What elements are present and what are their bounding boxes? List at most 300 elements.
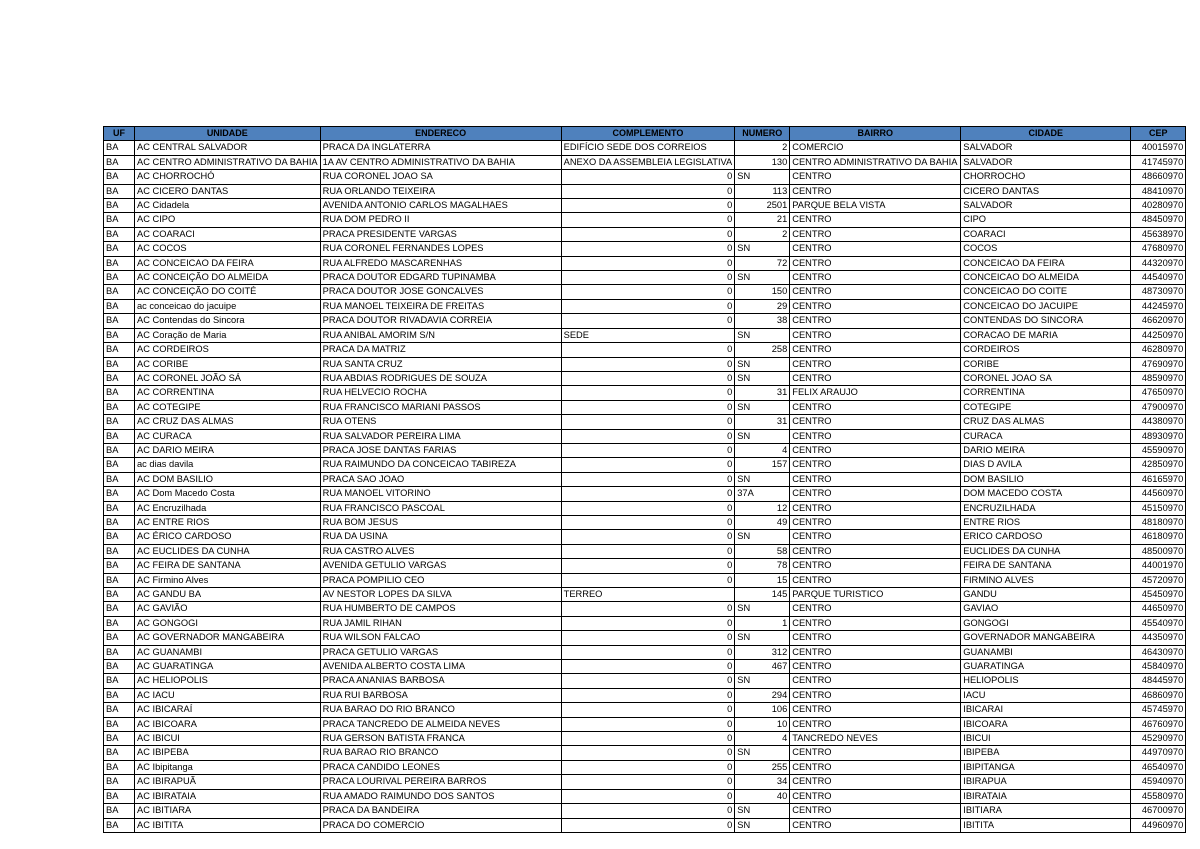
cell-unidade: AC GANDU BA xyxy=(135,588,321,602)
cell-complemento: 0 xyxy=(561,227,735,241)
cell-unidade: AC IBICUI xyxy=(135,732,321,746)
cell-endereco: PRACA SAO JOAO xyxy=(320,472,561,486)
cell-complemento: 0 xyxy=(561,717,735,731)
cell-endereco: AV NESTOR LOPES DA SILVA xyxy=(320,588,561,602)
cell-endereco: PRACA DO COMERCIO xyxy=(320,818,561,832)
cell-cep: 44250970 xyxy=(1131,328,1186,342)
table-row xyxy=(104,256,1186,270)
cell-bairro: CENTRO xyxy=(790,415,961,429)
cell-numero: SN xyxy=(735,530,790,544)
cell-uf: BA xyxy=(104,184,135,198)
cell-bairro: CENTRO ADMINISTRATIVO DA BAHIA xyxy=(790,155,961,169)
cell-cidade: CRUZ DAS ALMAS xyxy=(961,415,1131,429)
cell-bairro: CENTRO xyxy=(790,559,961,573)
table-row xyxy=(104,415,1186,429)
cell-numero: 40 xyxy=(735,789,790,803)
cell-bairro: CENTRO xyxy=(790,515,961,529)
cell-endereco: PRACA CANDIDO LEONES xyxy=(320,760,561,774)
cell-numero: 2 xyxy=(735,141,790,155)
table-row xyxy=(104,141,1186,155)
cell-complemento: 0 xyxy=(561,256,735,270)
table-row xyxy=(104,746,1186,760)
cell-cep: 45540970 xyxy=(1131,616,1186,630)
cell-uf: BA xyxy=(104,271,135,285)
cell-uf: BA xyxy=(104,443,135,457)
table-row xyxy=(104,357,1186,371)
cell-unidade: AC Cidadela xyxy=(135,199,321,213)
table-row xyxy=(104,242,1186,256)
cell-cidade: CONCEICAO DA FEIRA xyxy=(961,256,1131,270)
cell-endereco: 1A AV CENTRO ADMINISTRATIVO DA BAHIA xyxy=(320,155,561,169)
cell-cep: 45638970 xyxy=(1131,227,1186,241)
table-row xyxy=(104,660,1186,674)
cell-uf: BA xyxy=(104,602,135,616)
cell-unidade: AC COCOS xyxy=(135,242,321,256)
cell-unidade: AC CONCEICAO DA FEIRA xyxy=(135,256,321,270)
cell-cep: 48930970 xyxy=(1131,429,1186,443)
cell-endereco: RUA BARAO RIO BRANCO xyxy=(320,746,561,760)
cell-uf: BA xyxy=(104,371,135,385)
cell-numero: 15 xyxy=(735,573,790,587)
cell-uf: BA xyxy=(104,155,135,169)
cell-uf: BA xyxy=(104,645,135,659)
cell-uf: BA xyxy=(104,559,135,573)
cell-endereco: RUA DOM PEDRO II xyxy=(320,213,561,227)
cell-endereco: RUA OTENS xyxy=(320,415,561,429)
cell-endereco: PRACA TANCREDO DE ALMEIDA NEVES xyxy=(320,717,561,731)
cell-unidade: AC CICERO DANTAS xyxy=(135,184,321,198)
cell-uf: BA xyxy=(104,515,135,529)
cell-complemento: 0 xyxy=(561,371,735,385)
cell-cep: 44380970 xyxy=(1131,415,1186,429)
cell-uf: BA xyxy=(104,400,135,414)
table-row xyxy=(104,314,1186,328)
cell-complemento: 0 xyxy=(561,357,735,371)
cell-bairro: CENTRO xyxy=(790,314,961,328)
cell-complemento: 0 xyxy=(561,559,735,573)
cell-complemento: 0 xyxy=(561,271,735,285)
cell-cep: 44650970 xyxy=(1131,602,1186,616)
cell-endereco: PRACA DOUTOR RIVADAVIA CORREIA xyxy=(320,314,561,328)
cell-numero: 1 xyxy=(735,616,790,630)
cell-unidade: AC COARACI xyxy=(135,227,321,241)
table-row xyxy=(104,429,1186,443)
cell-numero: SN xyxy=(735,271,790,285)
cell-cep: 45720970 xyxy=(1131,573,1186,587)
cell-cep: 45840970 xyxy=(1131,660,1186,674)
cell-cep: 44970970 xyxy=(1131,746,1186,760)
cell-numero: SN xyxy=(735,746,790,760)
cell-complemento: 0 xyxy=(561,703,735,717)
cell-endereco: PRACA DOUTOR EDGARD TUPINAMBA xyxy=(320,271,561,285)
cell-cidade: COARACI xyxy=(961,227,1131,241)
cell-numero: 21 xyxy=(735,213,790,227)
cell-endereco: RUA ORLANDO TEIXEIRA xyxy=(320,184,561,198)
cell-bairro: CENTRO xyxy=(790,746,961,760)
spreadsheet-table xyxy=(103,126,1186,833)
cell-numero: 38 xyxy=(735,314,790,328)
header-cep: CEP xyxy=(1131,127,1186,141)
header-row xyxy=(104,127,1186,141)
cell-numero: SN xyxy=(735,170,790,184)
table-row xyxy=(104,170,1186,184)
cell-cidade: CORACAO DE MARIA xyxy=(961,328,1131,342)
table-row xyxy=(104,775,1186,789)
cell-cep: 44560970 xyxy=(1131,487,1186,501)
cell-complemento: 0 xyxy=(561,530,735,544)
cell-unidade: AC CORIBE xyxy=(135,357,321,371)
cell-uf: BA xyxy=(104,343,135,357)
cell-bairro: CENTRO xyxy=(790,487,961,501)
cell-cidade: IBIRATAIA xyxy=(961,789,1131,803)
cell-endereco: AVENIDA ALBERTO COSTA LIMA xyxy=(320,660,561,674)
header-uf: UF xyxy=(104,127,135,141)
table-row xyxy=(104,616,1186,630)
cell-uf: BA xyxy=(104,746,135,760)
cell-bairro: CENTRO xyxy=(790,804,961,818)
cell-bairro: TANCREDO NEVES xyxy=(790,732,961,746)
table-row xyxy=(104,674,1186,688)
cell-numero: SN xyxy=(735,631,790,645)
cell-unidade: AC Ibipitanga xyxy=(135,760,321,774)
cell-cidade: CHORROCHO xyxy=(961,170,1131,184)
cell-cidade: IBIRAPUA xyxy=(961,775,1131,789)
cell-complemento: 0 xyxy=(561,746,735,760)
cell-cidade: IBIPITANGA xyxy=(961,760,1131,774)
cell-numero: 72 xyxy=(735,256,790,270)
cell-numero: 467 xyxy=(735,660,790,674)
header-numero: NUMERO xyxy=(735,127,790,141)
table-row xyxy=(104,271,1186,285)
cell-complemento: TERREO xyxy=(561,588,735,602)
cell-numero: 58 xyxy=(735,544,790,558)
cell-cidade: FIRMINO ALVES xyxy=(961,573,1131,587)
cell-uf: BA xyxy=(104,588,135,602)
cell-bairro: CENTRO xyxy=(790,717,961,731)
cell-cep: 45590970 xyxy=(1131,443,1186,457)
cell-endereco: RUA HELVECIO ROCHA xyxy=(320,386,561,400)
cell-uf: BA xyxy=(104,199,135,213)
cell-unidade: AC Coração de Maria xyxy=(135,328,321,342)
table-row xyxy=(104,213,1186,227)
cell-cidade: IBICARAI xyxy=(961,703,1131,717)
cell-unidade: AC CIPO xyxy=(135,213,321,227)
table-row xyxy=(104,443,1186,457)
cell-cep: 48180970 xyxy=(1131,515,1186,529)
cell-endereco: RUA RAIMUNDO DA CONCEICAO TABIREZA xyxy=(320,458,561,472)
cell-uf: BA xyxy=(104,688,135,702)
cell-bairro: CENTRO xyxy=(790,703,961,717)
cell-uf: BA xyxy=(104,429,135,443)
table-row xyxy=(104,285,1186,299)
cell-cidade: CORDEIROS xyxy=(961,343,1131,357)
cell-uf: BA xyxy=(104,760,135,774)
cell-numero: 255 xyxy=(735,760,790,774)
header-bairro: BAIRRO xyxy=(790,127,961,141)
cell-unidade: AC CONCEIÇÃO DO COITÉ xyxy=(135,285,321,299)
cell-cidade: IBITIARA xyxy=(961,804,1131,818)
cell-complemento: 0 xyxy=(561,818,735,832)
cell-endereco: PRACA DA BANDEIRA xyxy=(320,804,561,818)
cell-numero: 12 xyxy=(735,501,790,515)
cell-cep: 44960970 xyxy=(1131,818,1186,832)
cell-cidade: FEIRA DE SANTANA xyxy=(961,559,1131,573)
cell-cidade: CURACA xyxy=(961,429,1131,443)
cell-endereco: RUA DA USINA xyxy=(320,530,561,544)
table-row xyxy=(104,602,1186,616)
cell-numero: SN xyxy=(735,602,790,616)
table-row xyxy=(104,400,1186,414)
cell-endereco: RUA CORONEL FERNANDES LOPES xyxy=(320,242,561,256)
cell-complemento: 0 xyxy=(561,443,735,457)
cell-uf: BA xyxy=(104,357,135,371)
cell-bairro: CENTRO xyxy=(790,271,961,285)
cell-unidade: AC IACU xyxy=(135,688,321,702)
cell-bairro: CENTRO xyxy=(790,443,961,457)
cell-uf: BA xyxy=(104,141,135,155)
cell-cidade: GUARATINGA xyxy=(961,660,1131,674)
cell-bairro: CENTRO xyxy=(790,660,961,674)
cell-numero: 31 xyxy=(735,415,790,429)
cell-endereco: RUA ANIBAL AMORIM S/N xyxy=(320,328,561,342)
cell-endereco: AVENIDA GETULIO VARGAS xyxy=(320,559,561,573)
cell-numero: 4 xyxy=(735,732,790,746)
cell-uf: BA xyxy=(104,631,135,645)
cell-numero: 49 xyxy=(735,515,790,529)
cell-endereco: PRACA LOURIVAL PEREIRA BARROS xyxy=(320,775,561,789)
cell-complemento: 0 xyxy=(561,732,735,746)
cell-complemento: 0 xyxy=(561,415,735,429)
cell-unidade: ac dias davila xyxy=(135,458,321,472)
cell-numero: 258 xyxy=(735,343,790,357)
cell-complemento: SEDE xyxy=(561,328,735,342)
table-row xyxy=(104,343,1186,357)
cell-cidade: GOVERNADOR MANGABEIRA xyxy=(961,631,1131,645)
cell-unidade: AC GONGOGI xyxy=(135,616,321,630)
cell-unidade: AC GUANAMBI xyxy=(135,645,321,659)
cell-cep: 46700970 xyxy=(1131,804,1186,818)
cell-cidade: HELIOPOLIS xyxy=(961,674,1131,688)
cell-complemento: 0 xyxy=(561,429,735,443)
cell-uf: BA xyxy=(104,674,135,688)
cell-unidade: AC IBIRAPUÃ xyxy=(135,775,321,789)
table-row xyxy=(104,458,1186,472)
cell-bairro: PARQUE BELA VISTA xyxy=(790,199,961,213)
cell-unidade: AC Encruzilhada xyxy=(135,501,321,515)
cell-bairro: CENTRO xyxy=(790,501,961,515)
cell-bairro: CENTRO xyxy=(790,818,961,832)
table-row xyxy=(104,371,1186,385)
cell-cep: 46620970 xyxy=(1131,314,1186,328)
table-row xyxy=(104,472,1186,486)
cell-complemento: 0 xyxy=(561,602,735,616)
cell-complemento: 0 xyxy=(561,789,735,803)
table-row xyxy=(104,631,1186,645)
cell-endereco: RUA CASTRO ALVES xyxy=(320,544,561,558)
cell-unidade: AC Dom Macedo Costa xyxy=(135,487,321,501)
cell-complemento: 0 xyxy=(561,616,735,630)
cell-unidade: AC CORONEL JOÃO SÁ xyxy=(135,371,321,385)
cell-bairro: CENTRO xyxy=(790,170,961,184)
cell-uf: BA xyxy=(104,544,135,558)
cell-unidade: AC CENTRAL SALVADOR xyxy=(135,141,321,155)
cell-bairro: CENTRO xyxy=(790,645,961,659)
cell-cidade: IBICUI xyxy=(961,732,1131,746)
cell-endereco: PRACA JOSE DANTAS FARIAS xyxy=(320,443,561,457)
cell-uf: BA xyxy=(104,789,135,803)
cell-complemento: 0 xyxy=(561,314,735,328)
cell-bairro: CENTRO xyxy=(790,674,961,688)
table-row xyxy=(104,299,1186,313)
cell-cep: 47680970 xyxy=(1131,242,1186,256)
cell-cidade: ERICO CARDOSO xyxy=(961,530,1131,544)
cell-complemento: 0 xyxy=(561,458,735,472)
cell-cep: 46540970 xyxy=(1131,760,1186,774)
table-row xyxy=(104,328,1186,342)
cell-cidade: GANDU xyxy=(961,588,1131,602)
cell-endereco: RUA ABDIAS RODRIGUES DE SOUZA xyxy=(320,371,561,385)
cell-complemento: 0 xyxy=(561,472,735,486)
table-row xyxy=(104,501,1186,515)
cell-cidade: IBIPEBA xyxy=(961,746,1131,760)
cell-bairro: CENTRO xyxy=(790,616,961,630)
cell-unidade: AC GUARATINGA xyxy=(135,660,321,674)
cell-complemento: 0 xyxy=(561,631,735,645)
cell-bairro: CENTRO xyxy=(790,602,961,616)
cell-cep: 44245970 xyxy=(1131,299,1186,313)
cell-complemento: 0 xyxy=(561,242,735,256)
cell-bairro: CENTRO xyxy=(790,789,961,803)
cell-complemento: ANEXO DA ASSEMBLEIA LEGISLATIVA xyxy=(561,155,735,169)
table-row xyxy=(104,703,1186,717)
header-unidade: UNIDADE xyxy=(135,127,321,141)
cell-unidade: AC GAVIÃO xyxy=(135,602,321,616)
cell-endereco: PRACA DA MATRIZ xyxy=(320,343,561,357)
cell-uf: BA xyxy=(104,328,135,342)
cell-uf: BA xyxy=(104,775,135,789)
cell-bairro: CENTRO xyxy=(790,775,961,789)
cell-cidade: CONCEICAO DO ALMEIDA xyxy=(961,271,1131,285)
cell-endereco: RUA BOM JESUS xyxy=(320,515,561,529)
table-row xyxy=(104,515,1186,529)
cell-numero: SN xyxy=(735,818,790,832)
cell-complemento: 0 xyxy=(561,400,735,414)
cell-uf: BA xyxy=(104,285,135,299)
cell-unidade: AC IBIRATAIA xyxy=(135,789,321,803)
cell-unidade: AC ENTRE RIOS xyxy=(135,515,321,529)
cell-cidade: CONCEICAO DO COITE xyxy=(961,285,1131,299)
header-complemento: COMPLEMENTO xyxy=(561,127,735,141)
cell-bairro: FELIX ARAUJO xyxy=(790,386,961,400)
table-row xyxy=(104,573,1186,587)
cell-cidade: CONTENDAS DO SINCORA xyxy=(961,314,1131,328)
table-row xyxy=(104,760,1186,774)
cell-uf: BA xyxy=(104,616,135,630)
cell-cep: 40015970 xyxy=(1131,141,1186,155)
cell-unidade: AC IBICARAÍ xyxy=(135,703,321,717)
cell-numero: SN xyxy=(735,400,790,414)
cell-unidade: AC GOVERNADOR MANGABEIRA xyxy=(135,631,321,645)
cell-bairro: CENTRO xyxy=(790,530,961,544)
cell-complemento: 0 xyxy=(561,544,735,558)
cell-unidade: AC EUCLIDES DA CUNHA xyxy=(135,544,321,558)
cell-uf: BA xyxy=(104,415,135,429)
cell-cep: 48590970 xyxy=(1131,371,1186,385)
cell-numero: 157 xyxy=(735,458,790,472)
cell-endereco: RUA BARAO DO RIO BRANCO xyxy=(320,703,561,717)
cell-cep: 47650970 xyxy=(1131,386,1186,400)
cell-numero: 150 xyxy=(735,285,790,299)
cell-bairro: CENTRO xyxy=(790,544,961,558)
cell-endereco: RUA ALFREDO MASCARENHAS xyxy=(320,256,561,270)
table-row xyxy=(104,227,1186,241)
cell-bairro: CENTRO xyxy=(790,458,961,472)
table-row xyxy=(104,530,1186,544)
cell-cep: 46860970 xyxy=(1131,688,1186,702)
cell-bairro: CENTRO xyxy=(790,357,961,371)
cell-complemento: 0 xyxy=(561,645,735,659)
cell-cep: 48730970 xyxy=(1131,285,1186,299)
cell-unidade: AC CORDEIROS xyxy=(135,343,321,357)
cell-bairro: CENTRO xyxy=(790,688,961,702)
cell-cep: 45940970 xyxy=(1131,775,1186,789)
cell-numero: SN xyxy=(735,674,790,688)
cell-cep: 46180970 xyxy=(1131,530,1186,544)
cell-cep: 46760970 xyxy=(1131,717,1186,731)
cell-numero: 37A xyxy=(735,487,790,501)
cell-unidade: ac conceicao do jacuipe xyxy=(135,299,321,313)
table-row xyxy=(104,645,1186,659)
cell-bairro: CENTRO xyxy=(790,213,961,227)
cell-cep: 44320970 xyxy=(1131,256,1186,270)
cell-endereco: RUA SANTA CRUZ xyxy=(320,357,561,371)
cell-cidade: COCOS xyxy=(961,242,1131,256)
cell-endereco: RUA FRANCISCO PASCOAL xyxy=(320,501,561,515)
cell-uf: BA xyxy=(104,170,135,184)
cell-unidade: AC DOM BASILIO xyxy=(135,472,321,486)
cell-cidade: ENTRE RIOS xyxy=(961,515,1131,529)
cell-uf: BA xyxy=(104,458,135,472)
cell-cidade: GUANAMBI xyxy=(961,645,1131,659)
cell-complemento: EDIFÍCIO SEDE DOS CORREIOS xyxy=(561,141,735,155)
table-row xyxy=(104,184,1186,198)
cell-cep: 45290970 xyxy=(1131,732,1186,746)
cell-endereco: RUA MANOEL TEIXEIRA DE FREITAS xyxy=(320,299,561,313)
cell-unidade: AC FEIRA DE SANTANA xyxy=(135,559,321,573)
cell-bairro: CENTRO xyxy=(790,472,961,486)
cell-uf: BA xyxy=(104,242,135,256)
cell-cep: 48500970 xyxy=(1131,544,1186,558)
cell-numero: 31 xyxy=(735,386,790,400)
cell-endereco: RUA GERSON BATISTA FRANCA xyxy=(320,732,561,746)
cell-cidade: DIAS D AVILA xyxy=(961,458,1131,472)
cell-cidade: SALVADOR xyxy=(961,155,1131,169)
cell-complemento: 0 xyxy=(561,674,735,688)
cell-endereco: PRACA PRESIDENTE VARGAS xyxy=(320,227,561,241)
cell-numero: 2 xyxy=(735,227,790,241)
cell-cep: 44001970 xyxy=(1131,559,1186,573)
cell-unidade: AC CENTRO ADMINISTRATIVO DA BAHIA xyxy=(135,155,321,169)
cell-cidade: IBITITA xyxy=(961,818,1131,832)
cell-cep: 45580970 xyxy=(1131,789,1186,803)
cell-unidade: AC CORRENTINA xyxy=(135,386,321,400)
cell-cep: 47690970 xyxy=(1131,357,1186,371)
cell-complemento: 0 xyxy=(561,501,735,515)
cell-bairro: CENTRO xyxy=(790,184,961,198)
cell-unidade: AC IBIPEBA xyxy=(135,746,321,760)
cell-complemento: 0 xyxy=(561,760,735,774)
cell-cep: 44350970 xyxy=(1131,631,1186,645)
